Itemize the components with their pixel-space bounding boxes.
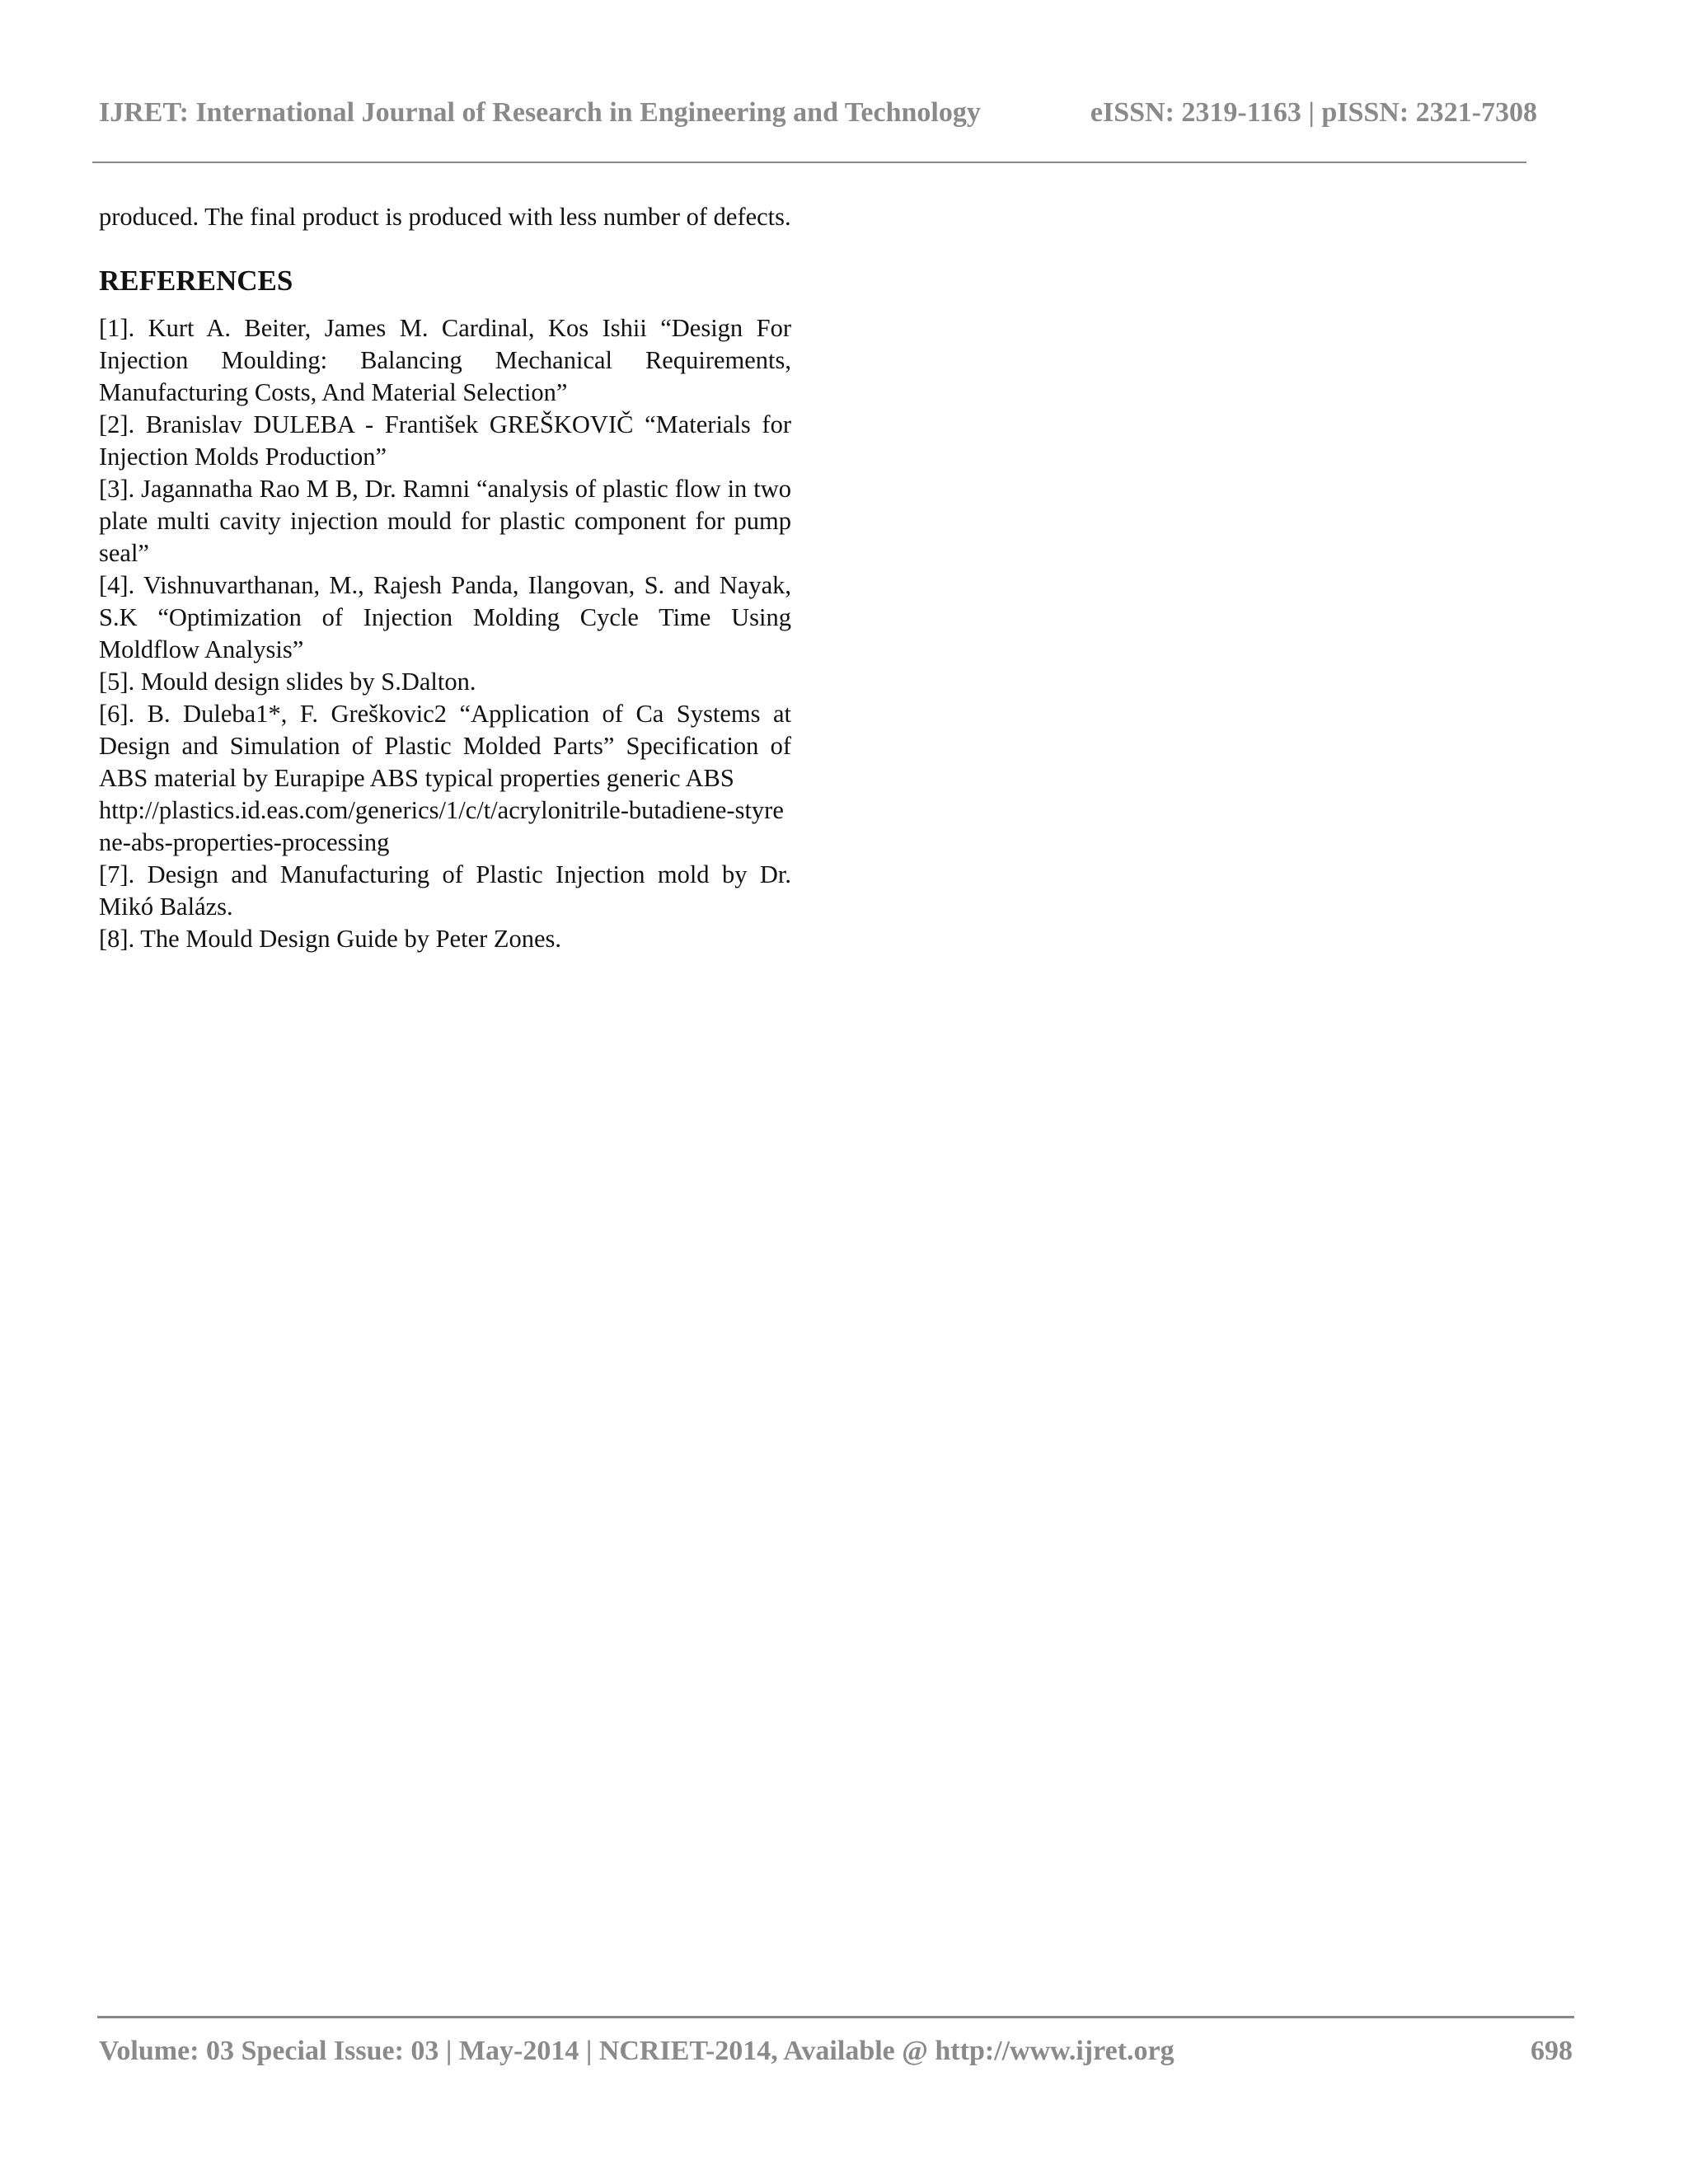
journal-title: IJRET: International Journal of Research in Engineering and Technology — [99, 97, 981, 128]
reference-item-1: [1]. Kurt A. Beiter, James M. Cardinal, Kos Ishii “Design For Injection Moulding: Balancing Mechanical Requirements, Manufacturing Costs, And Material Selection” — [99, 314, 791, 406]
footer-citation: Volume: 03 Special Issue: 03 | May-2014 | NCRIET-2014, Available @ http://www.ijret.org — [99, 2036, 1175, 2066]
footer-divider — [97, 2016, 1574, 2018]
reference-item-3: [3]. Jagannatha Rao M B, Dr. Ramni “analysis of plastic flow in two plate multi cavity injection mould for plastic component for pump seal” — [99, 475, 791, 567]
header-divider — [92, 162, 1526, 163]
reference-item-2: [2]. Branislav DULEBA - František GREŠKOVIČ “Materials for Injection Molds Production” — [99, 410, 791, 471]
reference-list — [99, 312, 791, 955]
reference-item-4: [4]. Vishnuvarthanan, M., Rajesh Panda, Ilangovan, S. and Nayak, S.K “Optimization of Injection Molding Cycle Time Using Moldflow Analysis” — [99, 571, 791, 663]
reference-url: http://plastics.id.eas.com/generics/1/c/t/acrylonitrile-butadiene-styrene-abs-properties-processing — [99, 796, 784, 856]
reference-item-6: [6]. B. Duleba1*, F. Greškovic2 “Application of Ca Systems at Design and Simulation of Plastic Molded Parts” Specification of ABS material by Eurapipe ABS typical properties generic ABS — [99, 700, 791, 792]
reference-item-8: [8]. The Mould Design Guide by Peter Zones. — [99, 925, 562, 953]
intro-paragraph: produced. The final product is produced with less number of defects. — [99, 203, 791, 231]
page-number: 698 — [1531, 2036, 1573, 2066]
reference-item-5: [5]. Mould design slides by S.Dalton. — [99, 668, 476, 696]
text-column — [99, 201, 791, 955]
references-heading: REFERENCES — [99, 265, 293, 297]
reference-item-7: [7]. Design and Manufacturing of Plastic Injection mold by Dr. Mikó Balázs. — [99, 860, 791, 921]
issn-info: eISSN: 2319-1163 | pISSN: 2321-7308 — [1090, 97, 1537, 128]
